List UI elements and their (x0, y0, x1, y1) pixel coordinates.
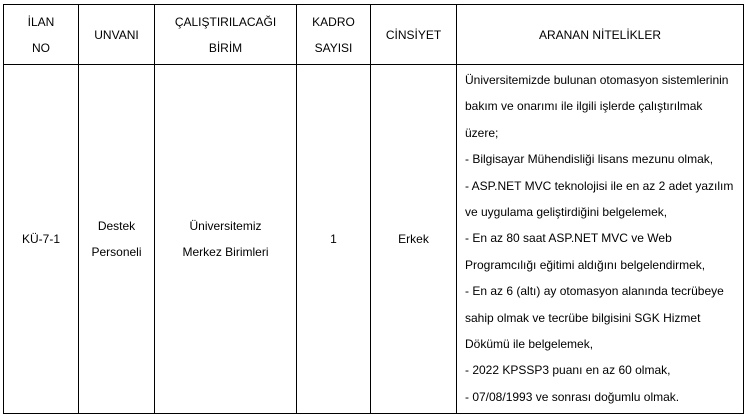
requirement-line: - ASP.NET MVC teknolojisi ile en az 2 adet yazılım (465, 178, 734, 193)
cell-kadro (297, 65, 371, 414)
requirement-line: - Bilgisayar Mühendisliği lisans mezunu olmak, (465, 152, 714, 167)
job-listing-table (3, 4, 744, 414)
cell-ilan-no (4, 65, 79, 414)
cell-cinsiyet (371, 65, 457, 414)
header-kadro-line-1: KADRO (312, 14, 355, 29)
requirement-line: ve uygulama geliştirdiğini belgelemek, (465, 205, 668, 220)
header-kadro (297, 5, 371, 65)
requirement-line: Üniversitemizde bulunan otomasyon sistemlerinin (465, 73, 729, 87)
header-row (4, 5, 744, 65)
requirement-line: - En az 80 saat ASP.NET MVC ve Web (465, 231, 672, 246)
cinsiyet-value: Erkek (398, 232, 429, 246)
cell-birim (155, 65, 297, 414)
birim-line-1: Üniversitemiz (189, 219, 262, 233)
header-birim-line-2: BİRİM (208, 40, 243, 55)
ilan-no-value: KÜ-7-1 (21, 232, 60, 246)
kadro-value: 1 (330, 232, 337, 246)
header-ilan-no-line-2: NO (32, 40, 50, 55)
header-ilan-no (4, 5, 79, 65)
requirement-line: üzere; (465, 125, 499, 140)
table-row (4, 65, 744, 414)
cell-unvani (79, 65, 155, 414)
requirement-line: - En az 6 (altı) ay otomasyon alanında tecrübeye (465, 284, 724, 299)
header-cinsiyet-label: CİNSİYET (385, 27, 442, 42)
cell-nitelikler (457, 65, 744, 414)
header-birim (155, 5, 297, 65)
header-ilan-no-line-1: İLAN (27, 14, 55, 29)
birim-line-2: Merkez Birimleri (182, 245, 269, 259)
header-kadro-line-2: SAYISI (314, 40, 353, 55)
header-cinsiyet (371, 5, 457, 65)
requirement-line: - 07/08/1993 ve sonrası doğumlu olmak. (465, 389, 680, 404)
requirement-line: Dökümü ile belgelemek, (465, 337, 594, 352)
requirement-line: sahip olmak ve tecrübe bilgisini SGK Hizmet (465, 310, 701, 325)
requirement-line: Programcılığı eğitimi aldığını belgelendirmek, (465, 257, 706, 272)
unvani-line-1: Destek (97, 219, 136, 233)
requirement-line: bakım ve onarımı ile ilgili işlerde çalıştırılmak (465, 99, 703, 114)
header-unvani (79, 5, 155, 65)
header-birim-line-1: ÇALIŞTIRILACAĞI (174, 14, 277, 29)
requirement-line: - 2022 KPSSP3 puanı en az 60 olmak, (465, 363, 671, 378)
header-nitelikler-label: ARANAN NİTELİKLER (538, 27, 662, 42)
header-nitelikler (457, 5, 744, 65)
unvani-line-2: Personeli (91, 245, 142, 259)
header-unvani-label: UNVANI (94, 27, 139, 42)
